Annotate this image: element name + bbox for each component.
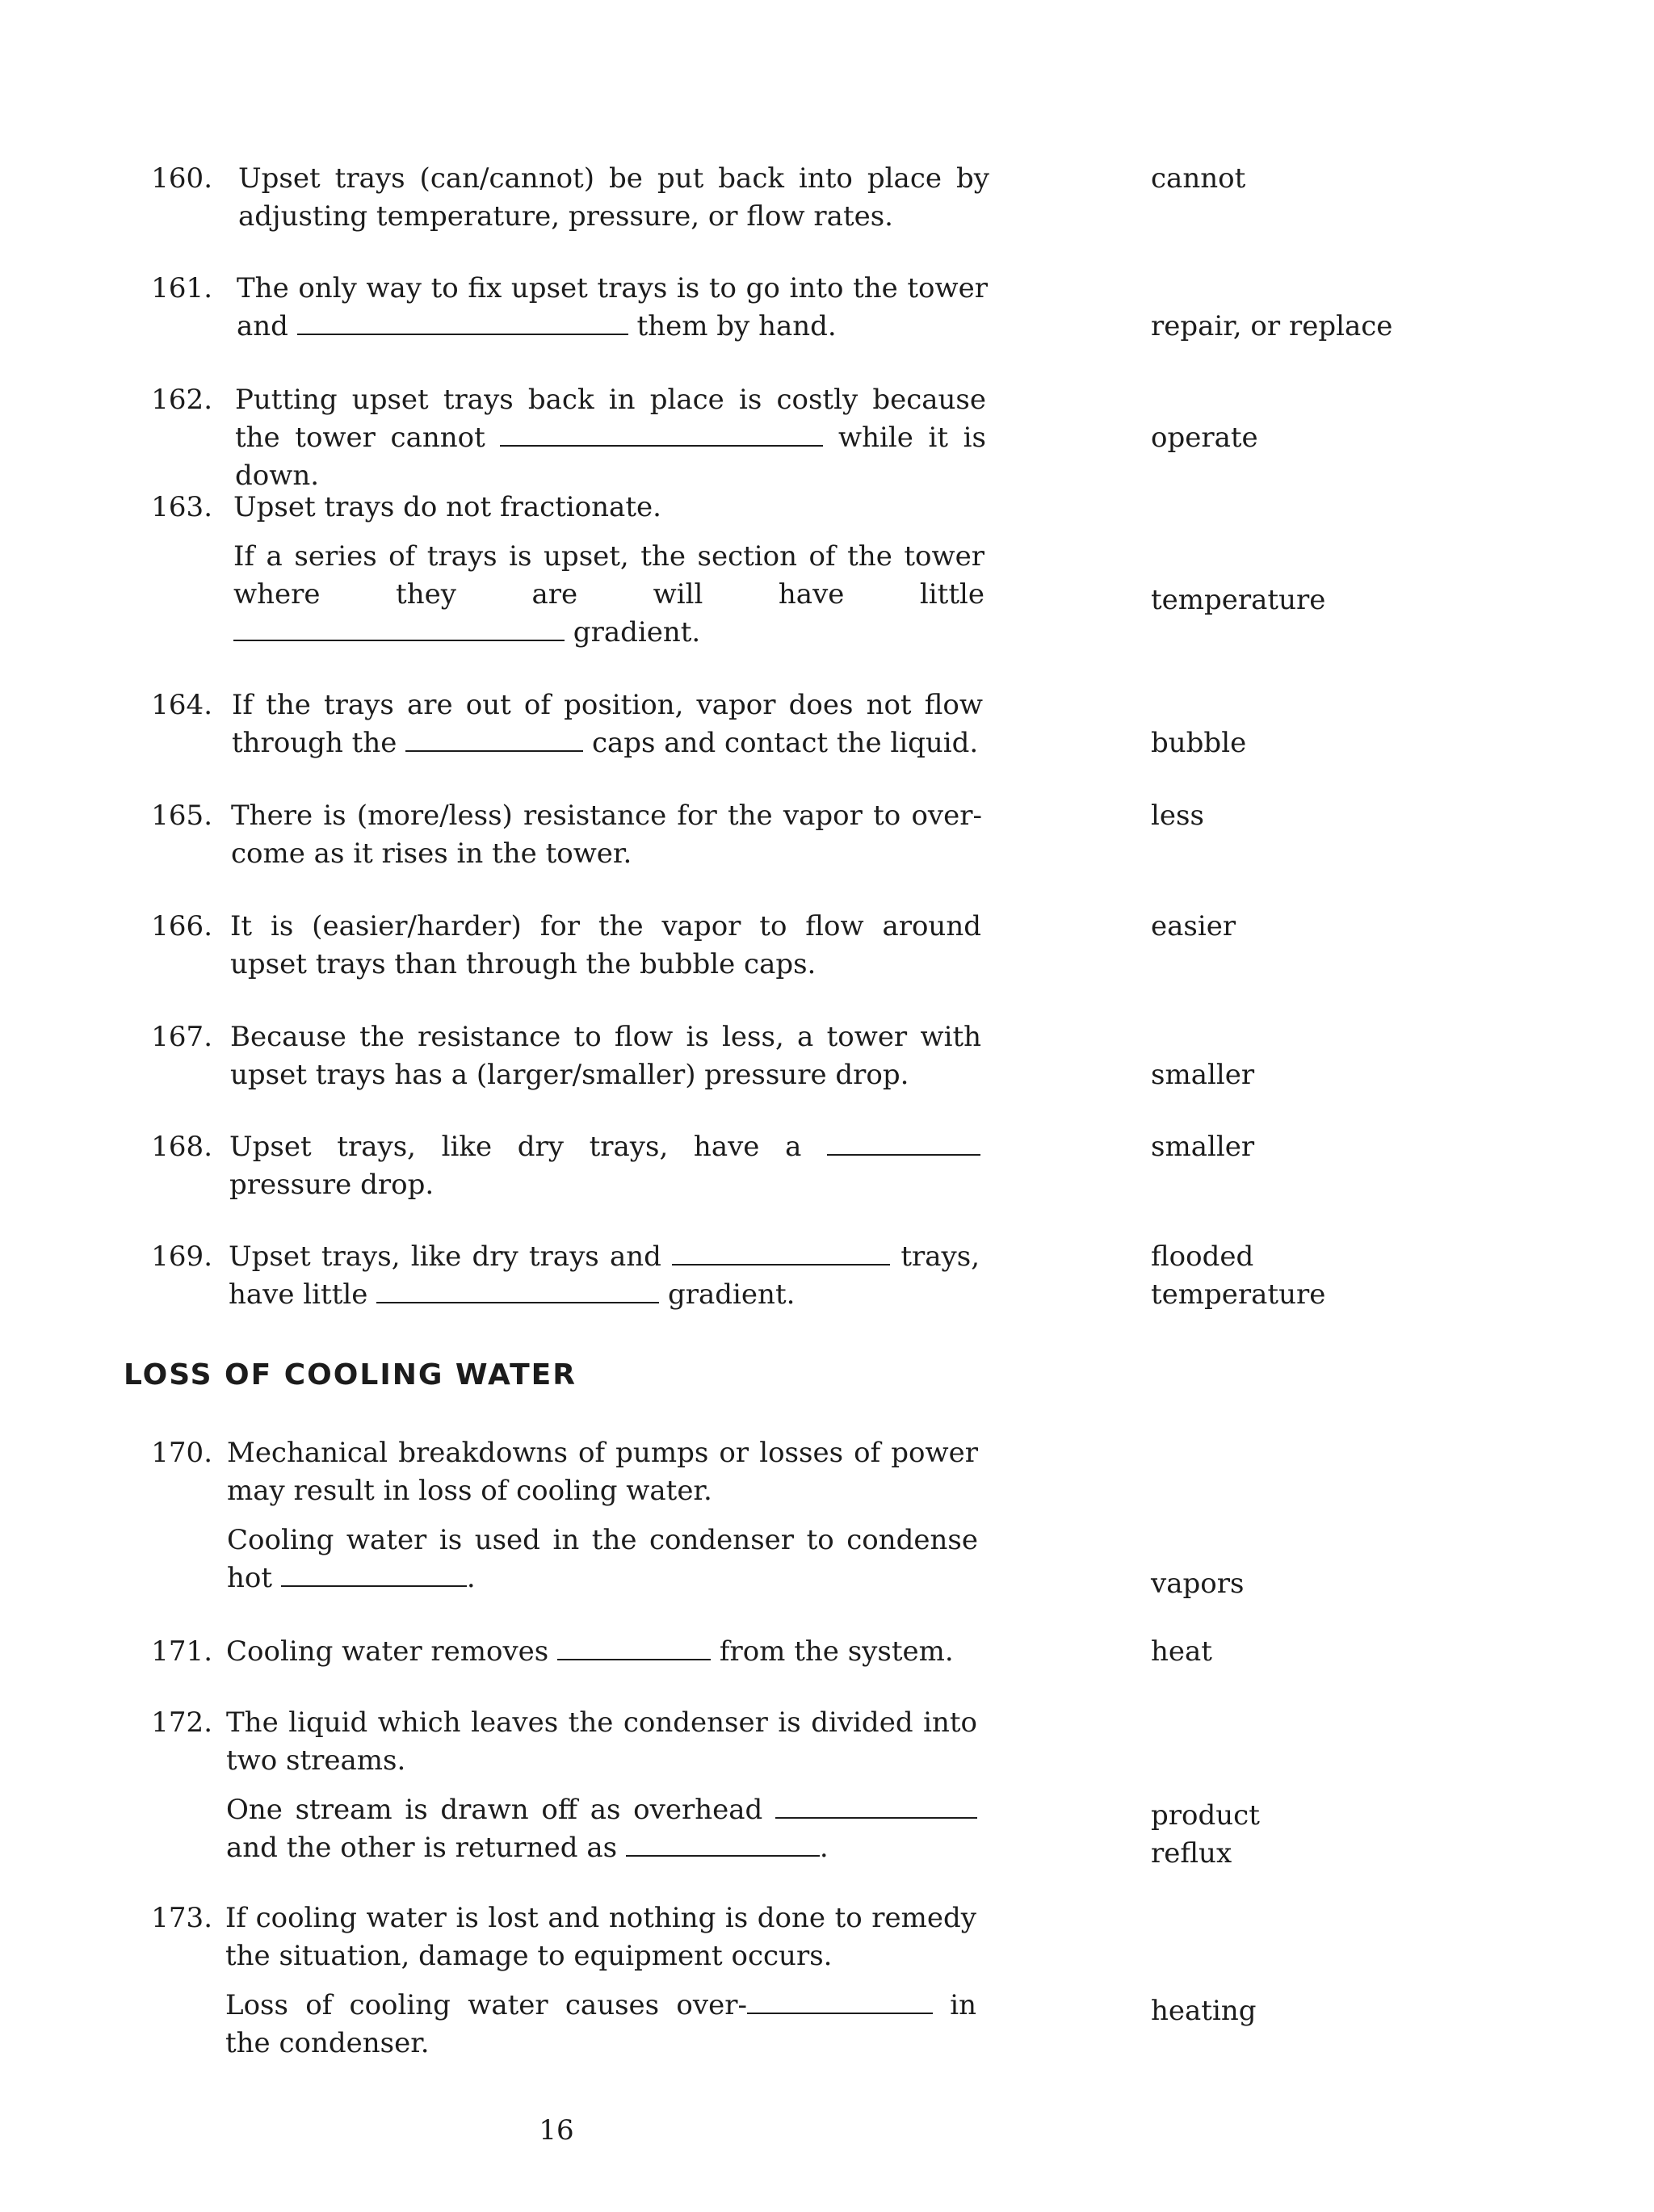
- answer-text: bubble: [1151, 727, 1247, 759]
- answer-blank: [827, 1130, 980, 1156]
- question-paragraph: [229, 1128, 980, 1204]
- answer-text: repair, or replace: [1151, 310, 1393, 342]
- question-text: [230, 1018, 981, 1094]
- question-text-fragment: If the trays are out of position, vapor does not flow through the: [232, 689, 983, 759]
- answer-text: vapors: [1151, 1568, 1245, 1600]
- question-number: 167.: [151, 1021, 212, 1053]
- answer-column: [1151, 1056, 1254, 1094]
- question-paragraph: [238, 160, 989, 236]
- question-number: 173.: [151, 1902, 212, 1934]
- question-paragraph: [233, 538, 984, 652]
- section-heading: LOSS OF COOLING WATER: [124, 1358, 577, 1391]
- answer-blank: [747, 1988, 933, 2014]
- question-paragraph: [226, 1704, 977, 1780]
- answer-column: [1151, 797, 1204, 835]
- question-text-fragment: Cooling water is used in the condenser to condense hot: [227, 1524, 978, 1594]
- page-number: 16: [539, 2114, 574, 2147]
- answer-blank: [500, 421, 823, 447]
- answer-blank: [376, 1278, 659, 1303]
- answer-column: [1151, 308, 1392, 346]
- question-text-fragment: Upset trays, like dry trays and: [229, 1240, 673, 1273]
- question-number: 160.: [151, 162, 212, 195]
- answer-blank: [281, 1561, 467, 1587]
- answer-blank: [233, 615, 565, 641]
- question-text-fragment: It is (easier/harder) for the vapor to flow around upset trays than through the bubble caps.: [230, 910, 981, 980]
- answer-column: [1151, 908, 1236, 946]
- answer-column: [1151, 160, 1245, 198]
- question-text-fragment: gradient.: [565, 616, 701, 648]
- question-text: [232, 686, 983, 762]
- question-number: 165.: [151, 800, 212, 832]
- question-text-fragment: If a series of trays is upset, the section of the tower where they are will have little: [233, 540, 984, 611]
- question-number: 169.: [151, 1240, 212, 1273]
- question-number: 171.: [151, 1635, 212, 1668]
- answer-text: product: [1151, 1799, 1260, 1832]
- question-text: [229, 1128, 980, 1204]
- question-text-fragment: and the other is returned as: [226, 1832, 626, 1864]
- question-paragraph: [230, 908, 981, 984]
- answer-column: [1151, 724, 1246, 762]
- answer-text: heat: [1151, 1635, 1212, 1668]
- question-text: [238, 160, 989, 236]
- answer-blank: [672, 1240, 890, 1265]
- answer-text: operate: [1151, 422, 1258, 454]
- answer-text: smaller: [1151, 1131, 1255, 1163]
- question-text: [233, 489, 984, 652]
- question-text-fragment: them by hand.: [628, 310, 837, 342]
- question-paragraph: [227, 1522, 978, 1597]
- question-text-fragment: .: [466, 1562, 476, 1594]
- question-number: 168.: [151, 1131, 212, 1163]
- question-text: [235, 381, 986, 495]
- question-text-fragment: Loss of cooling water causes over-: [225, 1989, 747, 2021]
- answer-blank: [626, 1831, 820, 1857]
- question-paragraph: [235, 381, 986, 495]
- question-text-fragment: One stream is drawn off as overhead: [226, 1794, 775, 1826]
- answer-blank: [557, 1635, 711, 1660]
- question-paragraph: [237, 270, 988, 346]
- question-paragraph: [230, 1018, 981, 1094]
- question-number: 161.: [151, 272, 212, 304]
- question-text-fragment: Upset trays, like dry trays, have a: [229, 1131, 827, 1163]
- question-paragraph: [226, 1633, 977, 1671]
- answer-blank: [775, 1793, 977, 1819]
- answer-blank: [405, 726, 583, 752]
- question-text-fragment: in the condenser.: [225, 1989, 976, 2059]
- question-text: [227, 1434, 978, 1597]
- question-text-fragment: pressure drop.: [229, 1169, 434, 1201]
- question-number: 162.: [151, 384, 212, 416]
- question-text-fragment: Because the resistance to flow is less, a tower with upset trays has a (larger/smaller) pressure drop.: [230, 1021, 981, 1091]
- question-text-fragment: If cooling water is lost and nothing is done to remedy the situation, damage to equipment occurs.: [225, 1902, 976, 1972]
- answer-column: [1151, 419, 1258, 457]
- question-paragraph: [225, 1987, 976, 2063]
- question-number: 163.: [151, 491, 212, 523]
- question-text-fragment: The liquid which leaves the condenser is divided into two streams.: [226, 1706, 977, 1777]
- question-text-fragment: Mechanical breakdowns of pumps or losses of power may result in loss of cooling water.: [227, 1437, 978, 1507]
- question-paragraph: [225, 1899, 976, 1975]
- answer-column: [1151, 581, 1325, 619]
- answer-column: [1151, 1565, 1244, 1603]
- question-text-fragment: The only way to fix upset trays is to go into the tower and: [237, 272, 988, 342]
- question-paragraph: [233, 489, 984, 527]
- answer-text: heating: [1151, 1995, 1257, 2027]
- question-number: 170.: [151, 1437, 212, 1469]
- answer-text: temperature: [1151, 1278, 1326, 1311]
- question-text: [237, 270, 988, 346]
- question-text-fragment: Cooling water removes: [226, 1635, 558, 1668]
- question-paragraph: [232, 686, 983, 762]
- question-number: 166.: [151, 910, 212, 942]
- question-paragraph: [229, 1238, 980, 1314]
- answer-column: [1151, 1992, 1257, 2030]
- question-text: [230, 908, 981, 984]
- question-text: [231, 797, 982, 873]
- answer-column: [1151, 1238, 1325, 1314]
- question-paragraph: [231, 797, 982, 873]
- question-text: [225, 1899, 976, 2063]
- answer-text: cannot: [1151, 162, 1246, 195]
- question-paragraph: [226, 1791, 977, 1867]
- answer-column: [1151, 1128, 1254, 1166]
- question-text-fragment: Upset trays (can/cannot) be put back into place by adjusting temperature, pressure, or flow rates.: [238, 162, 989, 233]
- question-number: 164.: [151, 689, 212, 721]
- answer-text: smaller: [1151, 1059, 1255, 1091]
- answer-text: less: [1151, 800, 1204, 832]
- answer-column: [1151, 1797, 1260, 1873]
- answer-text: flooded: [1151, 1240, 1254, 1273]
- answer-text: easier: [1151, 910, 1236, 942]
- question-text: [229, 1238, 980, 1314]
- question-number: 172.: [151, 1706, 212, 1739]
- answer-text: reflux: [1151, 1837, 1232, 1870]
- question-text-fragment: Putting upset trays back in place is costly because the tower cannot: [235, 384, 986, 454]
- answer-text: temperature: [1151, 584, 1326, 616]
- answer-blank: [297, 309, 628, 335]
- question-text-fragment: while it is down.: [235, 422, 986, 492]
- question-text-fragment: Upset trays do not fractionate.: [233, 491, 661, 523]
- question-text: [226, 1704, 977, 1867]
- question-text-fragment: from the system.: [711, 1635, 954, 1668]
- question-text: [226, 1633, 977, 1671]
- question-text-fragment: caps and contact the liquid.: [583, 727, 979, 759]
- question-text-fragment: There is (more/less) resistance for the vapor to over-come as it rises in the tower.: [231, 800, 982, 870]
- question-text-fragment: .: [819, 1832, 829, 1864]
- answer-column: [1151, 1633, 1212, 1671]
- question-text-fragment: gradient.: [659, 1278, 796, 1311]
- question-paragraph: [227, 1434, 978, 1510]
- question-text-fragment: trays, have little: [229, 1240, 980, 1311]
